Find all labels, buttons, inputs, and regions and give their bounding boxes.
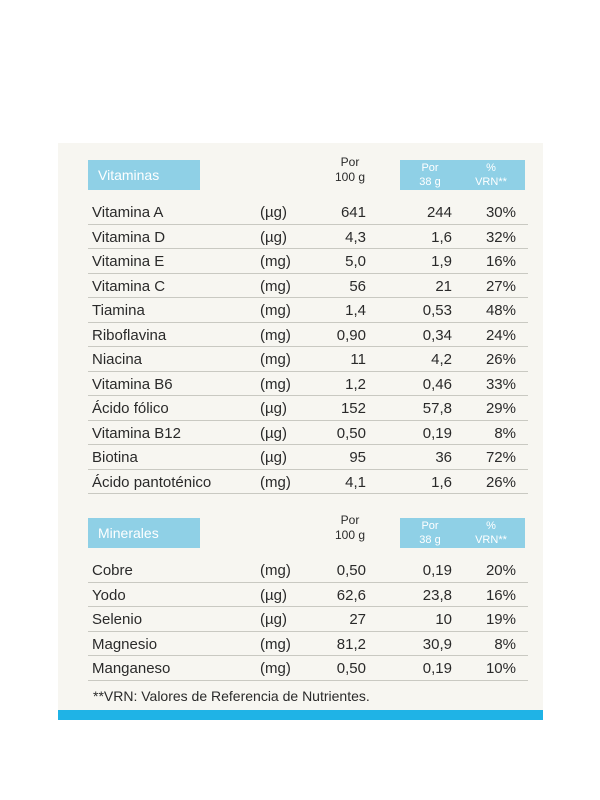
table-row — [88, 298, 528, 323]
unit: (mg) — [260, 253, 291, 270]
value-per-38g: 0,46 — [422, 375, 452, 393]
nutrient-name: Riboflavina — [92, 326, 167, 344]
vrn-percent: 29% — [485, 400, 516, 417]
value-per-100g: 152 — [340, 400, 366, 417]
vrn-percent: 26% — [485, 473, 516, 491]
per-100g-header: Por 100 g — [334, 513, 366, 542]
value-per-100g: 11 — [350, 351, 366, 368]
vrn-percent: 48% — [485, 302, 516, 319]
value-per-100g: 27 — [349, 611, 366, 628]
vrn-percent: 10% — [485, 660, 516, 677]
value-per-100g: 62,6 — [336, 586, 366, 604]
vitamins-title: Vitaminas — [88, 160, 200, 190]
vrn-percent: 20% — [485, 562, 516, 579]
table-row — [88, 249, 528, 274]
value-per-100g: 1,2 — [345, 375, 366, 393]
vrn-percent: 26% — [485, 351, 516, 368]
per-serving-header — [400, 160, 525, 190]
value-per-38g: 4,2 — [431, 351, 452, 368]
value-per-100g: 0,50 — [336, 660, 366, 677]
vrn-header: % VRN** — [475, 520, 507, 546]
nutrient-name: Vitamina B12 — [92, 424, 181, 442]
unit: (mg) — [260, 473, 291, 491]
vrn-percent: 16% — [485, 253, 516, 270]
value-per-38g: 0,19 — [422, 424, 452, 442]
value-per-38g: 21 — [435, 277, 452, 295]
table-row — [88, 607, 528, 632]
vrn-percent: 33% — [485, 375, 516, 393]
value-per-100g: 641 — [340, 204, 366, 221]
unit: (µg) — [260, 424, 287, 442]
unit: (mg) — [260, 562, 291, 579]
unit: (µg) — [260, 611, 287, 628]
unit: (µg) — [260, 586, 287, 604]
vitamins-rows — [88, 200, 528, 494]
value-per-38g: 36 — [435, 449, 452, 466]
unit: (µg) — [260, 400, 287, 417]
value-per-38g: 1,9 — [431, 253, 452, 270]
vrn-percent: 16% — [485, 586, 516, 604]
vrn-percent: 30% — [485, 204, 516, 221]
nutrient-name: Tiamina — [92, 302, 145, 319]
table-row — [88, 323, 528, 348]
nutrient-name: Ácido pantoténico — [92, 473, 212, 491]
per-38g-header: Por 38 g — [419, 520, 441, 546]
nutrient-name: Biotina — [92, 449, 138, 466]
value-per-38g: 0,19 — [422, 660, 452, 677]
unit: (mg) — [260, 302, 291, 319]
vitamins-header — [88, 150, 528, 200]
table-row — [88, 396, 528, 421]
footnote: **VRN: Valores de Referencia de Nutrientes. — [93, 688, 370, 704]
unit: (µg) — [260, 204, 287, 221]
nutrient-name: Cobre — [92, 562, 133, 579]
value-per-38g: 57,8 — [422, 400, 452, 417]
table-row — [88, 558, 528, 583]
value-per-100g: 0,50 — [336, 562, 366, 579]
unit: (mg) — [260, 635, 291, 653]
per-100g-header: Por 100 g — [334, 155, 366, 184]
table-row — [88, 421, 528, 446]
nutrient-name: Ácido fólico — [92, 400, 169, 417]
nutrient-name: Magnesio — [92, 635, 158, 653]
per-serving-header — [400, 518, 525, 548]
per-38g-header: Por 38 g — [419, 162, 441, 188]
minerals-rows — [88, 558, 528, 681]
table-row — [88, 583, 528, 608]
value-per-100g: 1,4 — [345, 302, 366, 319]
value-per-38g: 1,6 — [431, 228, 452, 246]
value-per-38g: 0,19 — [422, 562, 452, 579]
value-per-100g: 0,90 — [336, 326, 366, 344]
table-row — [88, 225, 528, 250]
value-per-100g: 4,1 — [345, 473, 366, 491]
unit: (µg) — [260, 228, 287, 246]
nutrient-name: Vitamina B6 — [92, 375, 173, 393]
vitamins-section — [88, 150, 528, 494]
table-row — [88, 372, 528, 397]
value-per-38g: 0,53 — [422, 302, 452, 319]
table-row — [88, 656, 528, 681]
minerals-title: Minerales — [88, 518, 200, 548]
table-row — [88, 274, 528, 299]
value-per-38g: 0,34 — [422, 326, 452, 344]
table-row — [88, 445, 528, 470]
nutrient-name: Vitamina C — [92, 277, 166, 295]
table-row — [88, 632, 528, 657]
vrn-percent: 19% — [485, 611, 516, 628]
nutrient-name: Niacina — [92, 351, 143, 368]
minerals-section — [88, 508, 528, 681]
table-row — [88, 470, 528, 495]
vrn-percent: 27% — [485, 277, 516, 295]
nutrient-name: Yodo — [92, 586, 126, 604]
table-row — [88, 347, 528, 372]
table-row — [88, 200, 528, 225]
value-per-38g: 1,6 — [431, 473, 452, 491]
value-per-100g: 0,50 — [336, 424, 366, 442]
value-per-38g: 10 — [435, 611, 452, 628]
minerals-header — [88, 508, 528, 558]
vrn-percent: 8% — [494, 635, 516, 653]
value-per-100g: 95 — [349, 449, 366, 466]
accent-bar — [58, 710, 543, 720]
value-per-100g: 4,3 — [345, 228, 366, 246]
value-per-100g: 56 — [349, 277, 366, 295]
nutrient-name: Selenio — [92, 611, 143, 628]
vrn-percent: 24% — [485, 326, 516, 344]
value-per-100g: 81,2 — [336, 635, 366, 653]
vrn-percent: 32% — [485, 228, 516, 246]
unit: (mg) — [260, 326, 291, 344]
unit: (mg) — [260, 660, 291, 677]
unit: (mg) — [260, 351, 291, 368]
value-per-38g: 244 — [426, 204, 452, 221]
value-per-38g: 23,8 — [422, 586, 452, 604]
unit: (mg) — [260, 277, 291, 295]
value-per-38g: 30,9 — [422, 635, 452, 653]
nutrient-name: Vitamina A — [92, 204, 164, 221]
nutrient-name: Vitamina D — [92, 228, 166, 246]
unit: (µg) — [260, 449, 287, 466]
nutrient-name: Manganeso — [92, 660, 171, 677]
value-per-100g: 5,0 — [345, 253, 366, 270]
vrn-header: % VRN** — [475, 162, 507, 188]
unit: (mg) — [260, 375, 291, 393]
vrn-percent: 8% — [494, 424, 516, 442]
nutrient-name: Vitamina E — [92, 253, 165, 270]
vrn-percent: 72% — [485, 449, 516, 466]
